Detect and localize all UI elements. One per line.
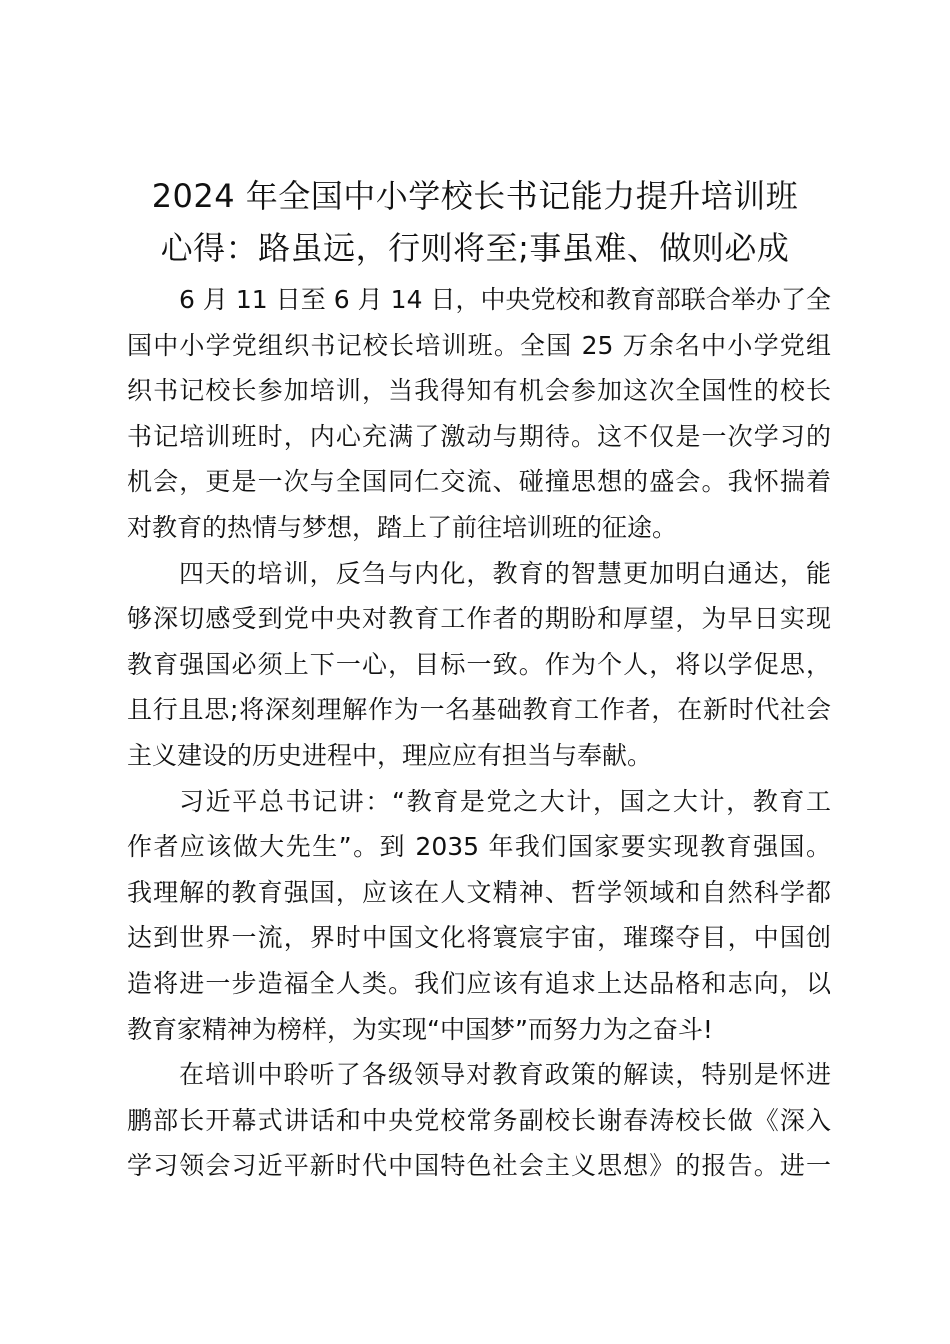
title-line-2: 心得：路虽远，行则将至;事虽难、做则必成	[160, 229, 790, 267]
paragraph-1-line-6: 对教育的热情与梦想，踏上了前往培训班的征途。	[127, 512, 678, 542]
paragraph-2-line-5: 主义建设的历史进程中，理应应有担当与奉献。	[127, 740, 653, 770]
paragraph-4-line-2: 鹏部长开幕式讲话和中央党校常务副校长谢春涛校长做《深入	[127, 1105, 831, 1135]
paragraph-4-line-1: 在培训中聆听了各级领导对教育政策的解读，特别是怀进	[179, 1060, 831, 1090]
paragraph-4-line-3: 学习领会习近平新时代中国特色社会主义思想》的报告。进一	[127, 1151, 831, 1181]
paragraph-2-line-2: 够深切感受到党中央对教育工作者的期盼和厚望，为早日实现	[127, 604, 831, 634]
document-title	[110, 170, 840, 274]
paragraph-3-line-5: 造将进一步造福全人类。我们应该有追求上达品格和志向，以	[127, 968, 831, 998]
paragraph-2-line-4: 且行且思;将深刻理解作为一名基础教育工作者，在新时代社会	[127, 695, 831, 725]
paragraph-1-line-1: 6 月 11 日至 6 月 14 日，中央党校和教育部联合举办了全	[179, 285, 831, 314]
paragraph-3-line-1: 习近平总书记讲：“教育是党之大计，国之大计，教育工	[179, 786, 831, 816]
document-body	[127, 277, 831, 1189]
paragraph-1-line-3: 织书记校长参加培训，当我得知有机会参加这次全国性的校长	[127, 376, 831, 406]
paragraph-3-line-2: 作者应该做大先生”。到 2035 年我们国家要实现教育强国。	[127, 832, 831, 862]
paragraph-3-line-4: 达到世界一流，界时中国文化将寰宸宇宙，璀璨夺目，中国创	[127, 923, 831, 953]
paragraph-3-line-6: 教育家精神为榜样，为实现“中国梦”而努力为之奋斗!	[127, 1014, 713, 1044]
title-line-1: 2024 年全国中小学校长书记能力提升培训班	[151, 177, 799, 215]
paragraph-2-line-3: 教育强国必须上下一心，目标一致。作为个人，将以学促思，	[127, 649, 831, 679]
paragraph-1-line-5: 机会，更是一次与全国同仁交流、碰撞思想的盛会。我怀揣着	[127, 467, 831, 497]
paragraph-1-line-4: 书记培训班时，内心充满了激动与期待。这不仅是一次学习的	[127, 421, 831, 451]
paragraph-3-line-3: 我理解的教育强国，应该在人文精神、哲学领域和自然科学都	[127, 877, 831, 907]
paragraph-1-line-2: 国中小学党组织书记校长培训班。全国 25 万余名中小学党组	[127, 330, 831, 360]
paragraph-2-line-1: 四天的培训，反刍与内化，教育的智慧更加明白通达，能	[179, 558, 831, 588]
